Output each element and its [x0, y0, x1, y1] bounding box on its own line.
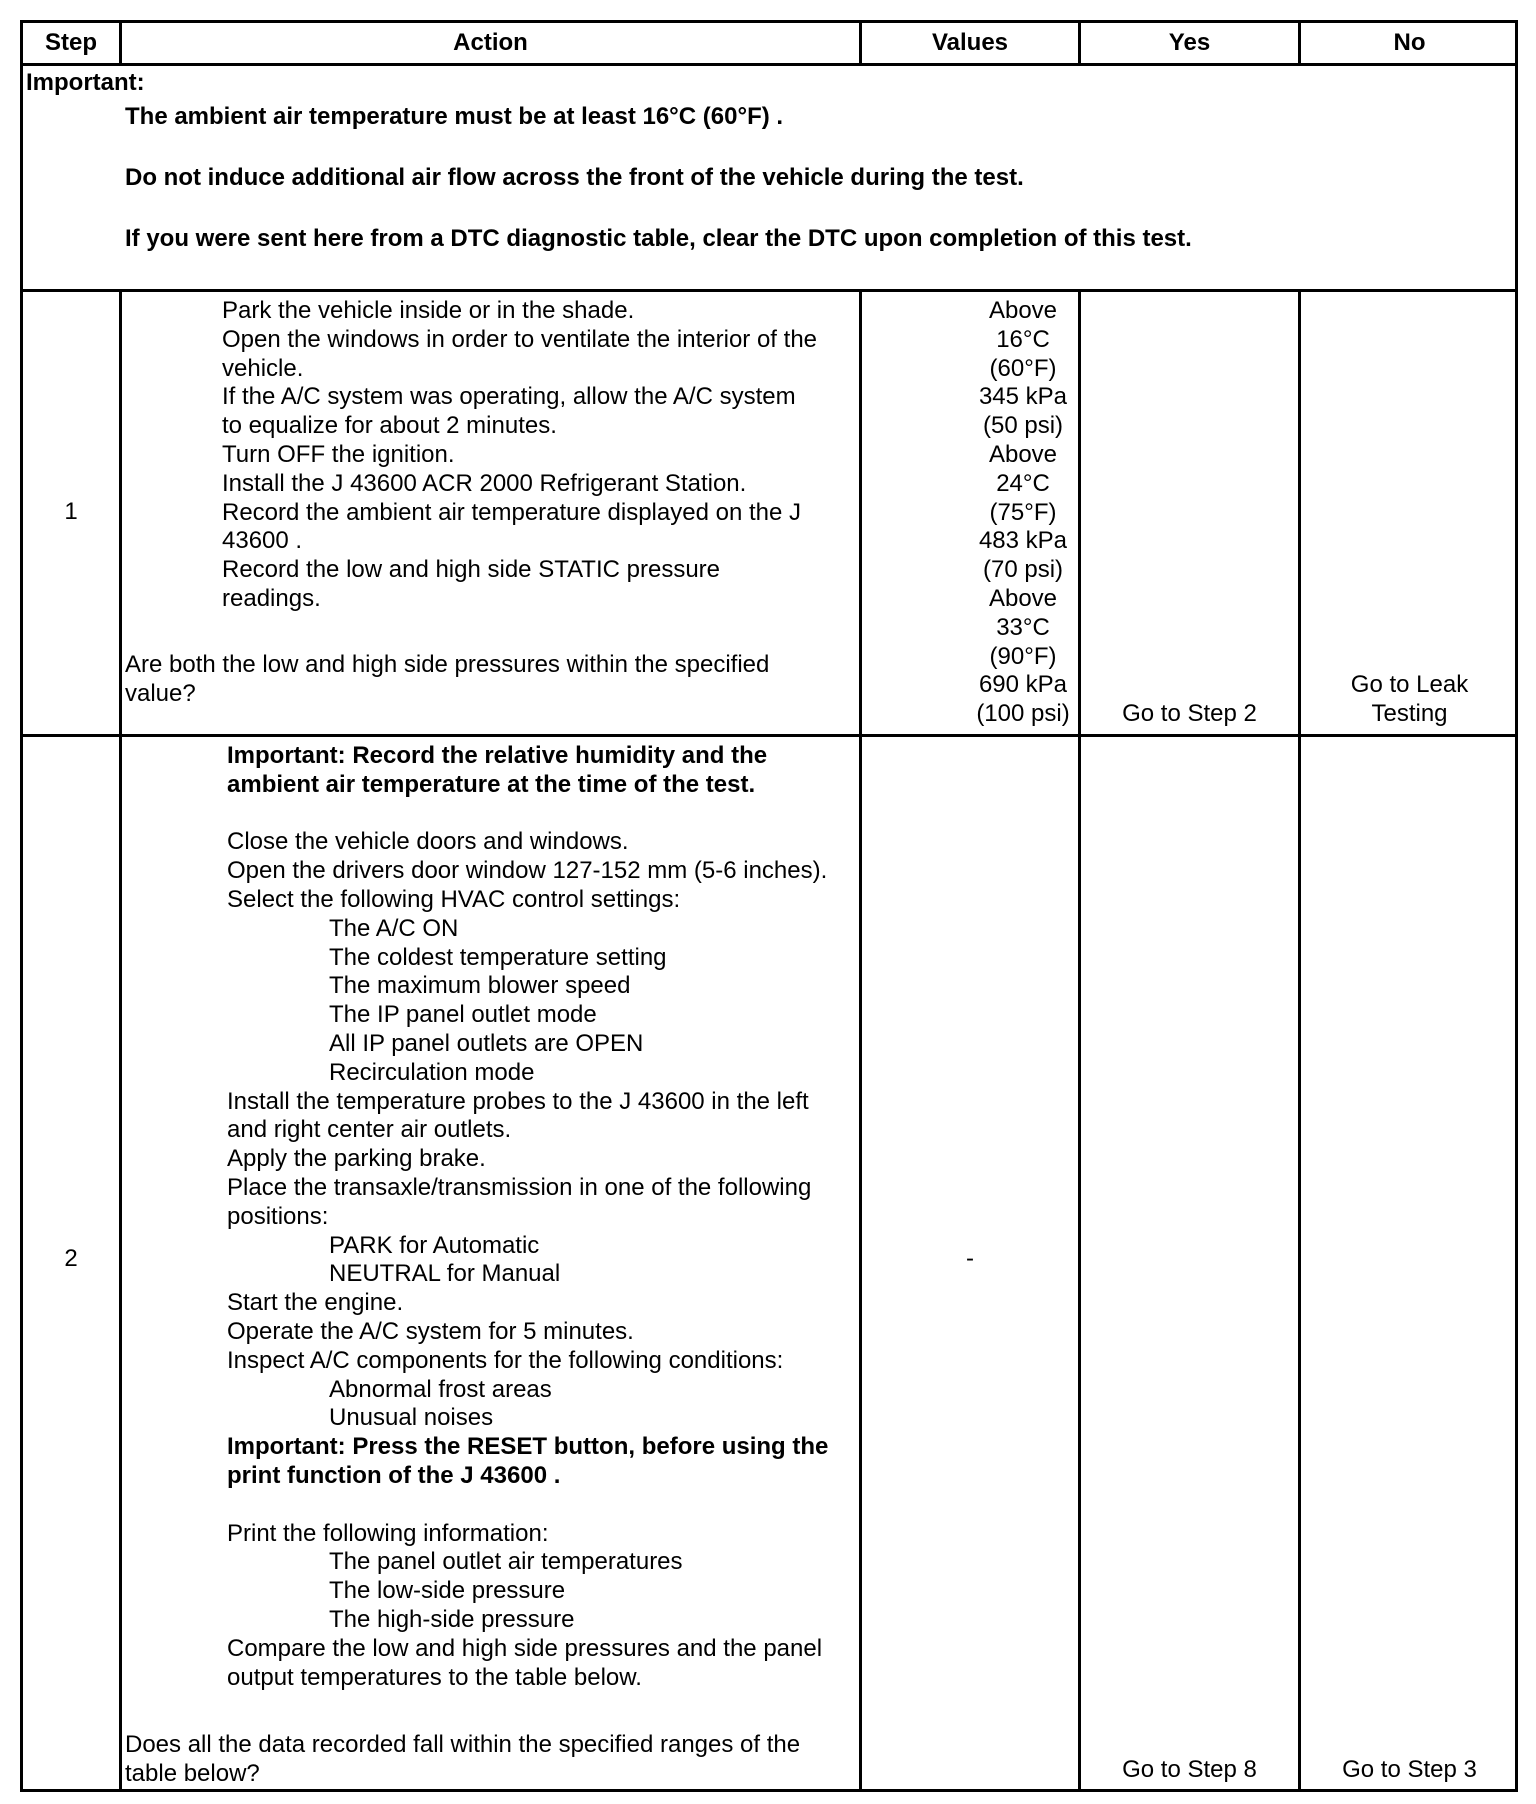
step1-action-line: Park the vehicle inside or in the shade.: [222, 297, 635, 324]
step1-action-lines: [222, 297, 817, 614]
header-no: No: [1393, 29, 1426, 56]
step1-action-line: to equalize for about 2 minutes.: [222, 412, 557, 440]
step2-action-line: Start the engine.: [227, 1289, 404, 1317]
important-line-airflow: Do not induce additional air flow across the front of the vehicle during the test.: [125, 164, 1024, 191]
step1-value-line: Above: [988, 440, 1058, 468]
step2-important-line: Important: Press the RESET button, before using the: [227, 1433, 829, 1461]
step1-values: [953, 297, 1093, 729]
spacer: [125, 1491, 828, 1520]
step2-action-line: Inspect A/C components for the following conditions:: [227, 1346, 784, 1374]
step2-action-line: and right center air outlets.: [227, 1116, 512, 1144]
step2-action-line: Open the drivers door window 127-152 mm (5-6 inches).: [227, 857, 828, 885]
step2-action-line: Place the transaxle/transmission in one of the following: [227, 1173, 812, 1201]
step1-value-line: Above: [988, 584, 1058, 612]
step2-action-line: The coldest temperature setting: [329, 943, 667, 971]
header-step: Step: [44, 29, 97, 56]
step1-value-line: 690 kPa: [978, 671, 1068, 699]
spacer: [125, 800, 828, 829]
step2-action-line: Operate the A/C system for 5 minutes.: [227, 1317, 634, 1345]
step1-value-line: 16°C: [996, 325, 1050, 353]
header-yes: Yes: [1168, 29, 1211, 56]
step1-yes: Go to Step 2: [1122, 700, 1257, 727]
step1-action-line: If the A/C system was operating, allow the A/C system: [222, 383, 796, 411]
step1-no: [1301, 671, 1518, 729]
step2-action-line: The IP panel outlet mode: [329, 1001, 597, 1029]
step2-action-line: The maximum blower speed: [329, 972, 631, 1000]
step1-action-line: vehicle.: [222, 354, 304, 382]
step2-action-line: The high-side pressure: [329, 1605, 575, 1633]
important-divider: [23, 289, 1515, 292]
step2-action-line: The panel outlet air temperatures: [329, 1548, 683, 1576]
step2-action-line: The A/C ON: [329, 914, 459, 942]
col-divider-step: [119, 289, 122, 1789]
step1-value-line: 483 kPa: [978, 527, 1068, 555]
step2-action-line: Apply the parking brake.: [227, 1145, 486, 1173]
step1-value-line: 24°C: [996, 469, 1050, 497]
step1-divider: [23, 734, 1515, 737]
col-divider-yes: [1298, 289, 1301, 1789]
step1-question-line: Are both the low and high side pressures within the specified: [125, 651, 770, 678]
step1-value-line: (75°F): [989, 498, 1057, 526]
header-action: Action: [453, 29, 528, 56]
step1-value-line: (70 psi): [982, 556, 1064, 584]
step1-action-line: Open the windows in order to ventilate the interior of the: [222, 325, 818, 353]
step2-action-lines: [125, 742, 828, 1789]
step1-question: [125, 651, 769, 709]
step1-value-line: (90°F): [989, 642, 1057, 670]
step2-action-line: NEUTRAL for Manual: [329, 1260, 561, 1288]
step1-value-line: 345 kPa: [978, 383, 1068, 411]
step1-value-line: Above: [988, 297, 1058, 324]
step2-action-line: Print the following information:: [227, 1519, 549, 1547]
step2-no: Go to Step 3: [1342, 1756, 1477, 1783]
step1-action-line: readings.: [222, 584, 321, 612]
header-divider: [23, 63, 1515, 66]
header-values: Values: [931, 29, 1009, 56]
step2-important-line: print function of the J 43600 .: [227, 1461, 561, 1489]
diagnostic-table: [20, 20, 1518, 1792]
step2-action-line: The low-side pressure: [329, 1577, 566, 1605]
step1-no-line: Go to Leak: [1350, 671, 1469, 698]
step2-action-line: output temperatures to the table below.: [227, 1663, 642, 1691]
col-divider-action: [859, 289, 862, 1789]
step1-action-line: Install the J 43600 ACR 2000 Refrigerant Station.: [222, 469, 747, 497]
step2-question-line: Does all the data recorded fall within the specified ranges of the: [125, 1731, 801, 1759]
step2-action-line: Recirculation mode: [329, 1058, 535, 1086]
step2-action-line: PARK for Automatic: [329, 1231, 540, 1259]
step2-action-line: Install the temperature probes to the J 43600 in the left: [227, 1087, 809, 1115]
important-line-dtc: If you were sent here from a DTC diagnostic table, clear the DTC upon completion of this test.: [125, 225, 1192, 252]
step1-value-line: (50 psi): [982, 412, 1064, 440]
step1-value-line: (100 psi): [976, 700, 1070, 728]
step1-action-line: Record the low and high side STATIC pressure: [222, 556, 721, 584]
step2-action-line: Unusual noises: [329, 1404, 494, 1432]
step2-values: -: [966, 1245, 974, 1272]
step2-number: 2: [64, 1245, 78, 1272]
step2-question-line: table below?: [125, 1760, 260, 1788]
step1-no-line: Testing: [1371, 699, 1448, 727]
step1-action-line: 43600 .: [222, 527, 303, 555]
step2-action-line: Select the following HVAC control settings:: [227, 885, 681, 913]
important-line-ambient: The ambient air temperature must be at least 16°C (60°F) .: [125, 103, 784, 130]
step2-action-line: All IP panel outlets are OPEN: [329, 1029, 644, 1057]
step1-action-line: Record the ambient air temperature displayed on the J: [222, 498, 801, 526]
spacer: [125, 1692, 828, 1731]
step1-value-line: (60°F): [989, 354, 1057, 382]
step1-number: 1: [64, 498, 78, 525]
step2-important-line: ambient air temperature at the time of the test.: [227, 770, 756, 798]
step1-action-line: Turn OFF the ignition.: [222, 440, 455, 468]
step2-action-line: positions:: [227, 1202, 329, 1230]
step1-question-line: value?: [125, 679, 196, 707]
step2-yes: Go to Step 8: [1122, 1756, 1257, 1783]
step2-action-line: Close the vehicle doors and windows.: [227, 828, 629, 856]
important-label: Important:: [26, 69, 145, 96]
step2-action-line: Compare the low and high side pressures and the panel: [227, 1634, 823, 1662]
step2-important-line: Important: Record the relative humidity and the: [227, 742, 768, 769]
step2-action-line: Abnormal frost areas: [329, 1375, 552, 1403]
step1-value-line: 33°C: [996, 613, 1050, 641]
